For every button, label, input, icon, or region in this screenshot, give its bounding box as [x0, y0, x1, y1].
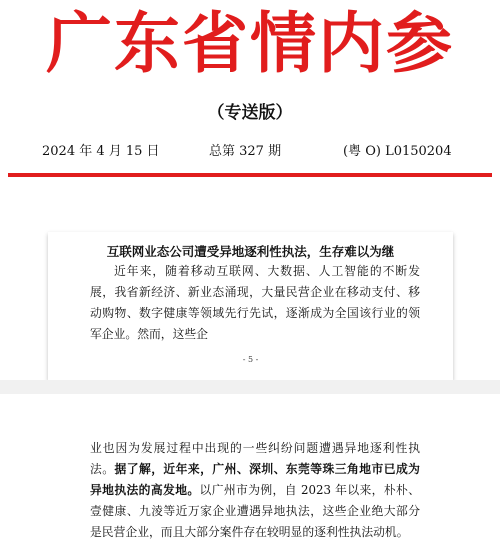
publication-code: (粤 O) L0150204: [343, 144, 452, 159]
issue-number: 总第 327 期: [209, 144, 282, 159]
paragraph-text: 以广州市为例，自 2023 年以来，朴朴、壹健康、九淩等近万家企业遭遇异地执法，这些企业绝大部分是民营企业，而且大部分案件存在较明显的逐利性执法动机。: [90, 483, 420, 539]
article-paragraph: [90, 438, 420, 543]
paragraph-text: 业也因为发展过程中出现的一些纠纷问题遭遇异地逐利性执法。: [90, 441, 420, 476]
masthead-title: 广东省情内参: [46, 5, 454, 82]
document-page: [48, 232, 453, 380]
document-page: [48, 394, 453, 542]
issue-meta-row: [0, 140, 500, 162]
paragraph-bold-text: 据了解，近年来，广州、深圳、东莞等珠三角地市已成为异地执法的高发地。: [90, 462, 420, 497]
article-paragraph: 近年来，随着移动互联网、大数据、人工智能的不断发展，我省新经济、新业态涌现，大量民营企业在移动支付、移动购物、数字健康等领域先行先试，逐渐成为全国该行业的领军企业。然而，这些企: [90, 264, 420, 341]
article-title: 互联网业态公司遭受异地逐利性执法，生存难以为继: [106, 244, 395, 259]
page-number: - 5 -: [242, 355, 259, 364]
page-separator: [0, 380, 500, 394]
edition-label: （专送版）: [207, 103, 293, 123]
masthead: [0, 0, 500, 95]
issue-date: 2024 年 4 月 15 日: [42, 144, 160, 159]
red-divider: [8, 173, 492, 177]
